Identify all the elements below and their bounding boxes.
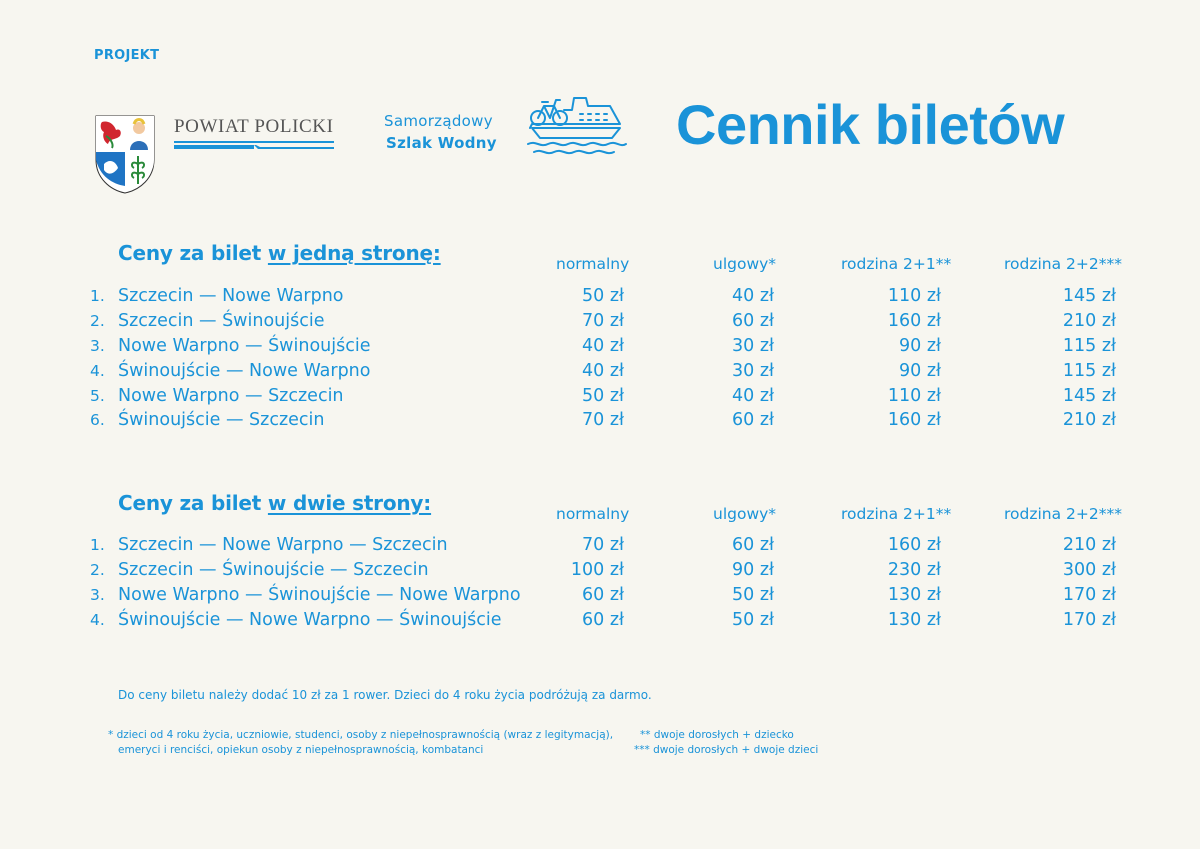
footnote-1-line2: emeryci i renciści, opiekun osoby z niepełnosprawnością, kombatanci (118, 744, 484, 756)
route-name: Świnoujście — Nowe Warpno (118, 360, 371, 381)
route-name: Szczecin — Świnoujście (118, 311, 325, 332)
one-way-col-rodzina-2-1: rodzina 2+1** (841, 255, 952, 273)
price-ulgowy: 30 zł (732, 335, 774, 356)
price-rodzina-2-1: 160 zł (887, 535, 941, 556)
route-name: Nowe Warpno — Świnoujście — Nowe Warpno (118, 584, 521, 605)
row-number: 4. (90, 610, 105, 629)
two-way-col-ulgowy: ulgowy* (713, 505, 777, 523)
price-ulgowy: 40 zł (732, 286, 774, 307)
price-rodzina-2-2: 170 zł (1062, 609, 1116, 630)
price-rodzina-2-1: 90 zł (899, 335, 941, 356)
price-normalny: 40 zł (582, 335, 624, 356)
one-way-col-rodzina-2-2: rodzina 2+2*** (1004, 255, 1123, 273)
price-rodzina-2-2: 210 zł (1062, 535, 1116, 556)
price-normalny: 100 zł (570, 560, 624, 581)
price-rodzina-2-1: 110 zł (887, 385, 941, 406)
price-normalny: 50 zł (582, 385, 624, 406)
table-row (90, 284, 1116, 309)
one-way-col-ulgowy: ulgowy* (713, 255, 777, 273)
table-row (90, 607, 1116, 632)
row-number: 2. (90, 561, 105, 580)
page-title: Cennik biletów (676, 93, 1065, 156)
one-way-section-title (118, 241, 441, 265)
table-row (90, 583, 1116, 608)
two-way-title-link: w dwie strony: (267, 491, 432, 515)
price-rodzina-2-2: 210 zł (1062, 311, 1116, 332)
route-name: Szczecin — Nowe Warpno — Szczecin (118, 535, 448, 556)
powiat-policki-crest-icon (94, 114, 156, 194)
price-ulgowy: 30 zł (732, 360, 774, 381)
one-way-title-link: w jedną stronę: (267, 241, 441, 265)
row-number: 1. (90, 536, 105, 555)
row-number: 2. (90, 312, 105, 331)
price-rodzina-2-2: 145 zł (1062, 286, 1116, 307)
bicycle-note: Do ceny biletu należy dodać 10 zł za 1 rower. Dzieci do 4 roku życia podróżują za darmo. (118, 688, 652, 702)
one-way-price-table (90, 284, 1116, 433)
price-normalny: 70 zł (582, 311, 624, 332)
price-ulgowy: 60 zł (732, 535, 774, 556)
price-rodzina-2-1: 160 zł (887, 410, 941, 431)
footnote-1-line1: * dzieci od 4 roku życia, uczniowie, studenci, osoby z niepełnosprawnością (wraz z legitymacją), (108, 729, 614, 741)
two-way-price-table (90, 533, 1116, 632)
price-rodzina-2-1: 130 zł (887, 609, 941, 630)
price-rodzina-2-1: 230 zł (887, 560, 941, 581)
powiat-rule-icon (174, 141, 334, 153)
table-row (90, 309, 1116, 334)
price-normalny: 60 zł (582, 584, 624, 605)
price-rodzina-2-2: 115 zł (1062, 360, 1116, 381)
price-rodzina-2-2: 300 zł (1062, 560, 1116, 581)
row-number: 3. (90, 585, 105, 604)
two-way-col-rodzina-2-1: rodzina 2+1** (841, 505, 952, 523)
row-number: 6. (90, 411, 105, 430)
price-normalny: 70 zł (582, 535, 624, 556)
price-rodzina-2-1: 90 zł (899, 360, 941, 381)
price-rodzina-2-2: 210 zł (1062, 410, 1116, 431)
row-number: 5. (90, 386, 105, 405)
price-rodzina-2-2: 145 zł (1062, 385, 1116, 406)
ferry-bicycle-icon (526, 94, 628, 156)
szlak-logo-line2: Szlak Wodny (386, 134, 497, 152)
route-name: Świnoujście — Szczecin (118, 410, 325, 431)
price-normalny: 40 zł (582, 360, 624, 381)
price-rodzina-2-2: 115 zł (1062, 335, 1116, 356)
table-row (90, 383, 1116, 408)
route-name: Szczecin — Świnoujście — Szczecin (118, 560, 429, 581)
two-way-col-normalny: normalny (556, 505, 630, 523)
route-name: Szczecin — Nowe Warpno (118, 286, 344, 307)
table-row (90, 533, 1116, 558)
route-name: Świnoujście — Nowe Warpno — Świnoujście (118, 609, 502, 630)
route-name: Nowe Warpno — Szczecin (118, 385, 344, 406)
price-normalny: 70 zł (582, 410, 624, 431)
projekt-label: PROJEKT (94, 48, 160, 63)
row-number: 1. (90, 287, 105, 306)
route-name: Nowe Warpno — Świnoujście (118, 335, 371, 356)
price-ulgowy: 50 zł (732, 609, 774, 630)
price-ulgowy: 90 zł (732, 560, 774, 581)
price-normalny: 60 zł (582, 609, 624, 630)
table-row (90, 558, 1116, 583)
price-rodzina-2-1: 160 zł (887, 311, 941, 332)
price-ulgowy: 60 zł (732, 410, 774, 431)
footnote-2: ** dwoje dorosłych + dziecko (640, 729, 794, 741)
row-number: 3. (90, 336, 105, 355)
price-rodzina-2-1: 130 zł (887, 584, 941, 605)
table-row (90, 408, 1116, 433)
table-row (90, 334, 1116, 359)
price-ulgowy: 50 zł (732, 584, 774, 605)
two-way-title-prefix: Ceny za bilet (118, 491, 262, 515)
table-row (90, 358, 1116, 383)
two-way-col-rodzina-2-2: rodzina 2+2*** (1004, 505, 1123, 523)
footnote-3: *** dwoje dorosłych + dwoje dzieci (634, 744, 819, 756)
one-way-title-prefix: Ceny za bilet (118, 241, 262, 265)
row-number: 4. (90, 361, 105, 380)
one-way-col-normalny: normalny (556, 255, 630, 273)
price-normalny: 50 zł (582, 286, 624, 307)
price-ulgowy: 40 zł (732, 385, 774, 406)
powiat-name: POWIAT POLICKI (174, 116, 334, 137)
price-ulgowy: 60 zł (732, 311, 774, 332)
two-way-section-title (118, 491, 431, 515)
szlak-logo-line1: Samorządowy (384, 112, 493, 130)
price-rodzina-2-1: 110 zł (887, 286, 941, 307)
price-rodzina-2-2: 170 zł (1062, 584, 1116, 605)
